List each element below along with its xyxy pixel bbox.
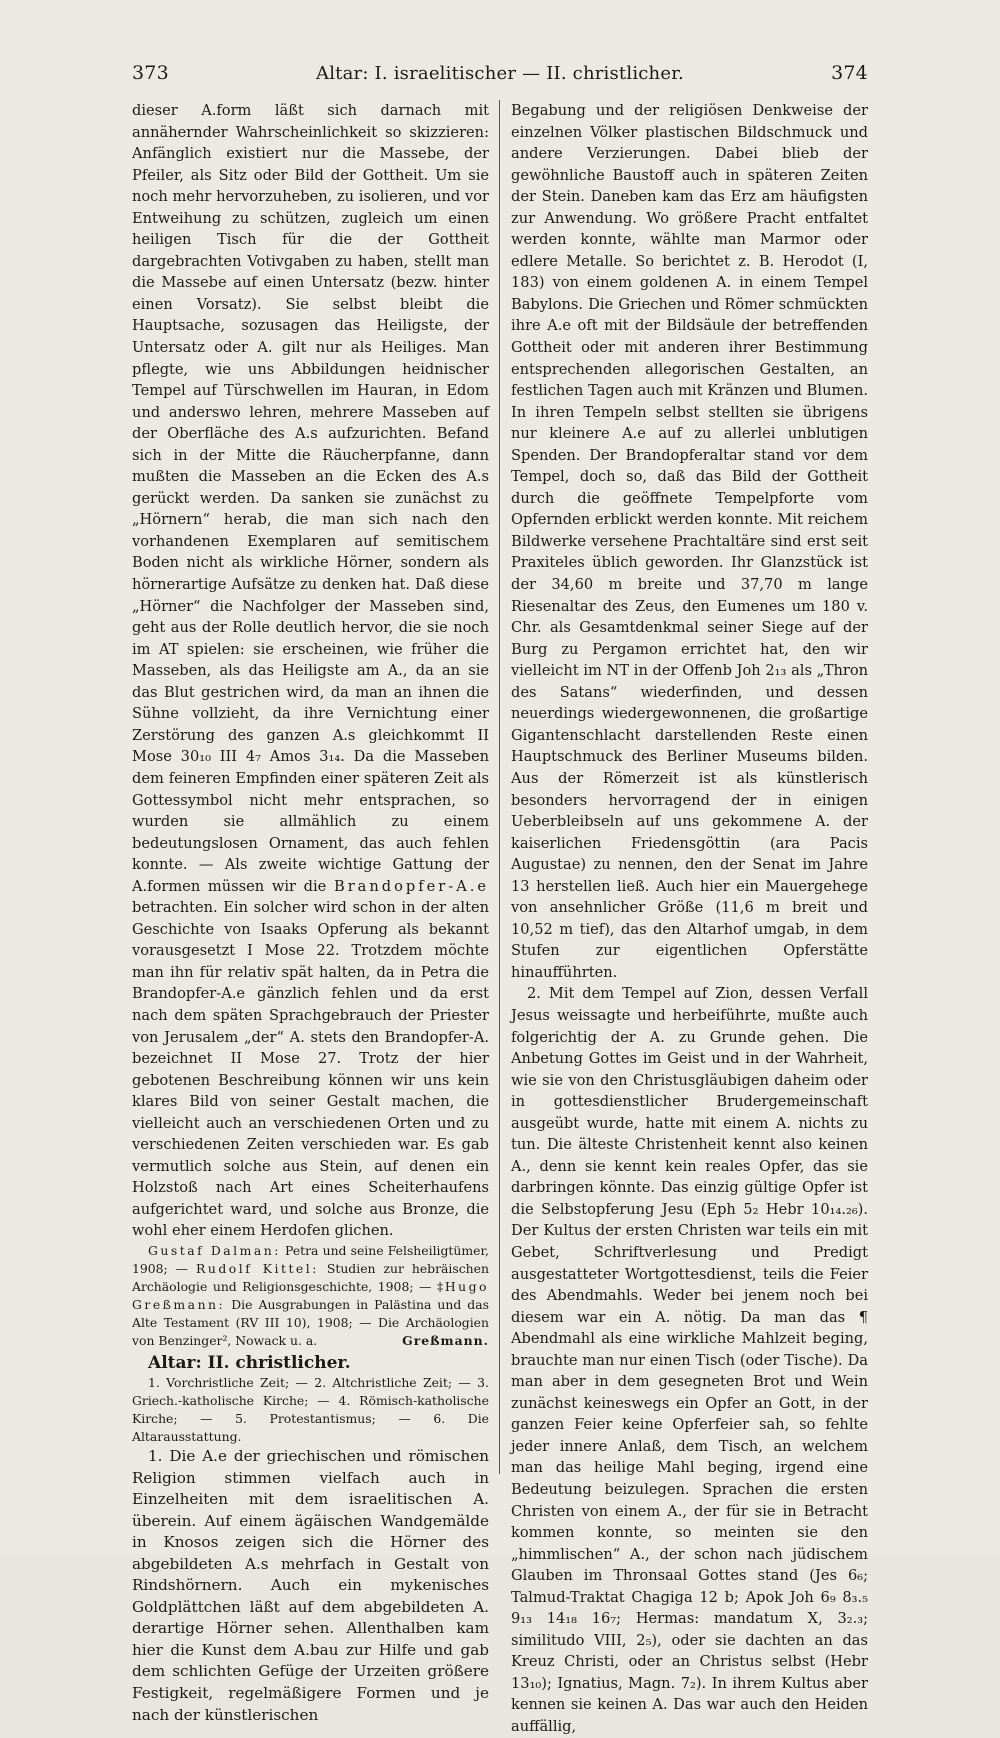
page-header bbox=[132, 62, 868, 92]
lit-title: Petra und seine Felsheiligtümer, 1908; — bbox=[132, 1242, 489, 1276]
lit-title: Die Ausgrabungen in Palästina und das Alte Testament (RV III 10), 1908; — Die Archäologien von Benzinger², Nowack u. a. bbox=[132, 1296, 489, 1348]
running-title: Altar: I. israelitischer — II. christlicher. bbox=[316, 63, 684, 84]
paragraph-pre-christian: 1. Die A.e der griechischen und römischen Religion stimmen vielfach auch in Einzelheiten mit dem israelitischen A. überein. Auf einem ägäischen Wandgemälde in Knosos zeigen sich die Hörner des abgebildeten A.s mehrfach in Gestalt von Rindshörnern. Auch ein mykenisches Goldplättchen läßt auf dem abgebildeten A. derartige Hörner sehen. Allenthalben kam hier die Kunst dem A.bau zur Hilfe und gab dem schlichten Gefüge der Urzeiten größere Festigkeit, regelmäßigere Formen und je nach der künstlerischen bbox=[132, 1446, 489, 1724]
section-title: Altar: II. christlicher. bbox=[148, 1352, 351, 1373]
spaced-term: Brandopfer-A.e bbox=[333, 877, 490, 895]
paragraph-text-continued: betrachten. Ein solcher wird schon in der alten Geschichte von Isaaks Opferung als bekannt vorausgesetzt I Mose 22. Trotzdem möchte man ihn für relativ spät halten, da in Petra die Brandopfer-A.e gänzlich fehlen und da erst nach dem späten Sprachgebrauch der Priester von Jerusalem „der“ A. stets den Brandopfer-A. bezeichnet II Mose 27. Trotz der hier gebotenen Beschreibung können wir uns kein klares Bild von seiner Gestalt machen, die vielleicht auch an verschiedenen Orten und zu verschiedenen Zeiten verschieden war. Es gab vermutlich solche aus Stein, auf denen ein Holzstoß nach Art eines Scheiterhaufens aufgerichtet ward, und solche aus Bronze, die wohl eher einem Herdofen glichen. bbox=[132, 899, 489, 1240]
lit-author: Hugo Greßmann: bbox=[132, 1278, 489, 1312]
right-column bbox=[505, 100, 868, 1736]
literature-references bbox=[132, 1242, 489, 1350]
paragraph-early-christian: 2. Mit dem Tempel auf Zion, dessen Verfall Jesus weissagte und herbeiführte, mußte auch folgerichtig der A. zu Grunde gehen. Die Anbetung Gottes im Geist und in der Wahrheit, wie sie von den Christusgläubigen daheim oder in gottesdienstlicher Brudergemeinschaft ausgeübt wurde, hatte mit einem A. nichts zu tun. Die älteste Christenheit kennt also keinen A., denn sie kennt kein reales Opfer, das sie darbringen könnte. Das einzig gültige Opfer ist die Selbstopferung Jesu (Eph 5₂ Hebr 10₁₄.₂₆). Der Kultus der ersten Christen war teils ein mit Gebet, Schriftverlesung und Predigt ausgestatteter Wortgottesdienst, teils die Feier des Abendmahls. Weder bei jenem noch bei diesem war ein A. nötig. Da man das ¶ Abendmahl als eine wirkliche Mahlzeit beging, brauchte man nur einen Tisch (oder Tische). Da man aber in dem gesegneten Brot und Wein zunächst keineswegs ein Opfer an Gott, in der ganzen Feier keine Opferfeier sah, so fehlte jeder innere Anlaß, dem Tisch, an welchem man das heilige Mahl beging, irgend eine Bedeutung beizulegen. Sprachen die ersten Christen von einem A., der für sie in Betracht kommen konnte, so meinten sie den „himmlischen“ A., der schon nach jüdischem Glauben im Thronsaal Gottes stand (Jes 6₆; Talmud-Traktat Chagiga 12 b; Apok Joh 6₉ 8₃.₅ 9₁₃ 14₁₈ 16₇; Hermas: mandatum X, 3₂.₃; similitudo VIII, 2₅), oder sie dachten an das Kreuz Christi, oder an Christus selbst (Hebr 13₁₀); Ignatius, Magn. 7₂). In ihrem Kultus aber kennen sie keinen A. Das war auch den Heiden auffällig, bbox=[511, 985, 868, 1736]
section-contents: 1. Vorchristliche Zeit; — 2. Altchristliche Zeit; — 3. Griech.-katholische Kirche; — 4. Römisch-katholische Kirche; — 5. Protestantismus; — 6. Die Altarausstattung. bbox=[132, 1374, 489, 1444]
page-number-left: 373 bbox=[132, 62, 169, 84]
author-signature: Greßmann. bbox=[402, 1332, 489, 1348]
paragraph-greek-roman-altars: Begabung und der religiösen Denkweise der einzelnen Völker plastischen Bildschmuck und andere Verzierungen. Dabei blieb der gewöhnliche Baustoff auch in späteren Zeiten der Stein. Daneben kam das Erz am häufigsten zur Anwendung. Wo größere Pracht entfaltet werden konnte, wählte man Marmor oder edlere Metalle. So berichtet z. B. Herodot (I, 183) von einem goldenen A. in einem Tempel Babylons. Die Griechen und Römer schmückten ihre A.e oft mit der Bildsäule der betreffenden Gottheit oder mit anderen ihrer Bestimmung entsprechenden allegorischen Gestalten, an festlichen Tagen auch mit Kränzen und Blumen. In ihren Tempeln selbst stellten sie übrigens nur kleinere A.e auf zu allerlei unblutigen Spenden. Der Brandopferaltar stand vor dem Tempel, doch so, daß das Bild der Gottheit durch die geöffnete Tempelpforte vom Opfernden erblickt werden konnte. Mit reichem Bildwerke versehene Prachtaltäre sind erst seit Praxiteles üblich geworden. Ihr Glanzstück ist der 34,60 m breite und 37,70 m lange Riesenaltar des Zeus, den Eumenes um 180 v. Chr. als Gesamtdenkmal seiner Siege auf der Burg zu Pergamon errichtet hat, den wir vielleicht im NT in der Offenb Joh 2₁₃ als „Thron des Satans“ wiederfinden, und dessen neuerdings wiedergewonnenen, die großartige Gigantenschlacht darstellenden Reste einen Hauptschmuck des Berliner Museums bilden. Aus der Römerzeit ist als künstlerisch besonders hervorragend der in einigen Ueberbleibseln auf uns gekommene A. der kaiserlichen Friedensgöttin (ara Pacis Augustae) zu nennen, den der Senat im Jahre 13 herstellen ließ. Auch hier ein Mauergehege von ansehnlicher Größe (11,6 m breit und 10,52 m tief), das den Altarhof umgab, in dem Stufen zur eigentlichen Opferstätte hinaufführten. bbox=[511, 102, 868, 981]
paragraph-text: dieser A.form läßt sich darnach mit annähernder Wahrscheinlichkeit so skizzieren: Anfänglich existiert nur die Massebe, der Pfeiler, als Sitz oder Bild der Gottheit. Um sie noch mehr hervorzuheben, zu isolieren, und vor Entweihung zu schützen, zugleich um einen heiligen Tisch für die der Gottheit dargebrachten Votivgaben zu haben, stellt man die Massebe auf einen Untersatz (bezw. hinter einen Vorsatz). Sie selbst bleibt die Hauptsache, sozusagen das Heiligste, der Untersatz oder A. gilt nur als Heiliges. Man pflegte, wie uns Abbildungen heidnischer Tempel auf Türschwellen im Hauran, in Edom und anderswo lehren, mehrere Masseben auf der Oberfläche des A.s aufzurichten. Befand sich in der Mitte die Räucherpfanne, dann mußten die Masseben an die Ecken des A.s gerückt werden. Da sanken sie zunächst zu „Hörnern“ herab, die man sich nach den vorhandenen Exemplaren auf semitischem Boden nicht als wirkliche Hörner, sondern als hörnerartige Aufsätze zu denken hat. Daß diese „Hörner“ die Nachfolger der Masseben sind, geht aus der Rolle deutlich hervor, die sie noch im AT spielen: sie erscheinen, wie früher die Masseben, als das Heiligste am A., da an sie das Blut gestrichen wird, da man an ihnen die Sühne vollzieht, da ihre Vernichtung einer Zerstörung des ganzen A.s gleichkommt II Mose 30₁₀ III 4₇ Amos 3₁₄. Da die Masseben dem feineren Empfinden einer späteren Zeit als Gottessymbol nicht mehr entsprachen, so wurden sie allmählich zu einem bedeutungslosen Ornament, das auch fehlen konnte. — Als zweite wichtige Gattung der A.formen müssen wir die bbox=[132, 102, 489, 895]
paragraph-altar-forms bbox=[132, 100, 489, 1242]
lit-author: Rudolf Kittel: bbox=[196, 1260, 319, 1276]
two-column-body bbox=[132, 100, 868, 1736]
page-number-right: 374 bbox=[831, 62, 868, 84]
column-divider bbox=[499, 100, 500, 1474]
left-column bbox=[132, 100, 494, 1724]
lit-author: Gustaf Dalman: bbox=[148, 1242, 281, 1258]
lit-title: Studien zur hebräischen Archäologie und Religionsgeschichte, 1908; — ‡ bbox=[132, 1260, 489, 1294]
